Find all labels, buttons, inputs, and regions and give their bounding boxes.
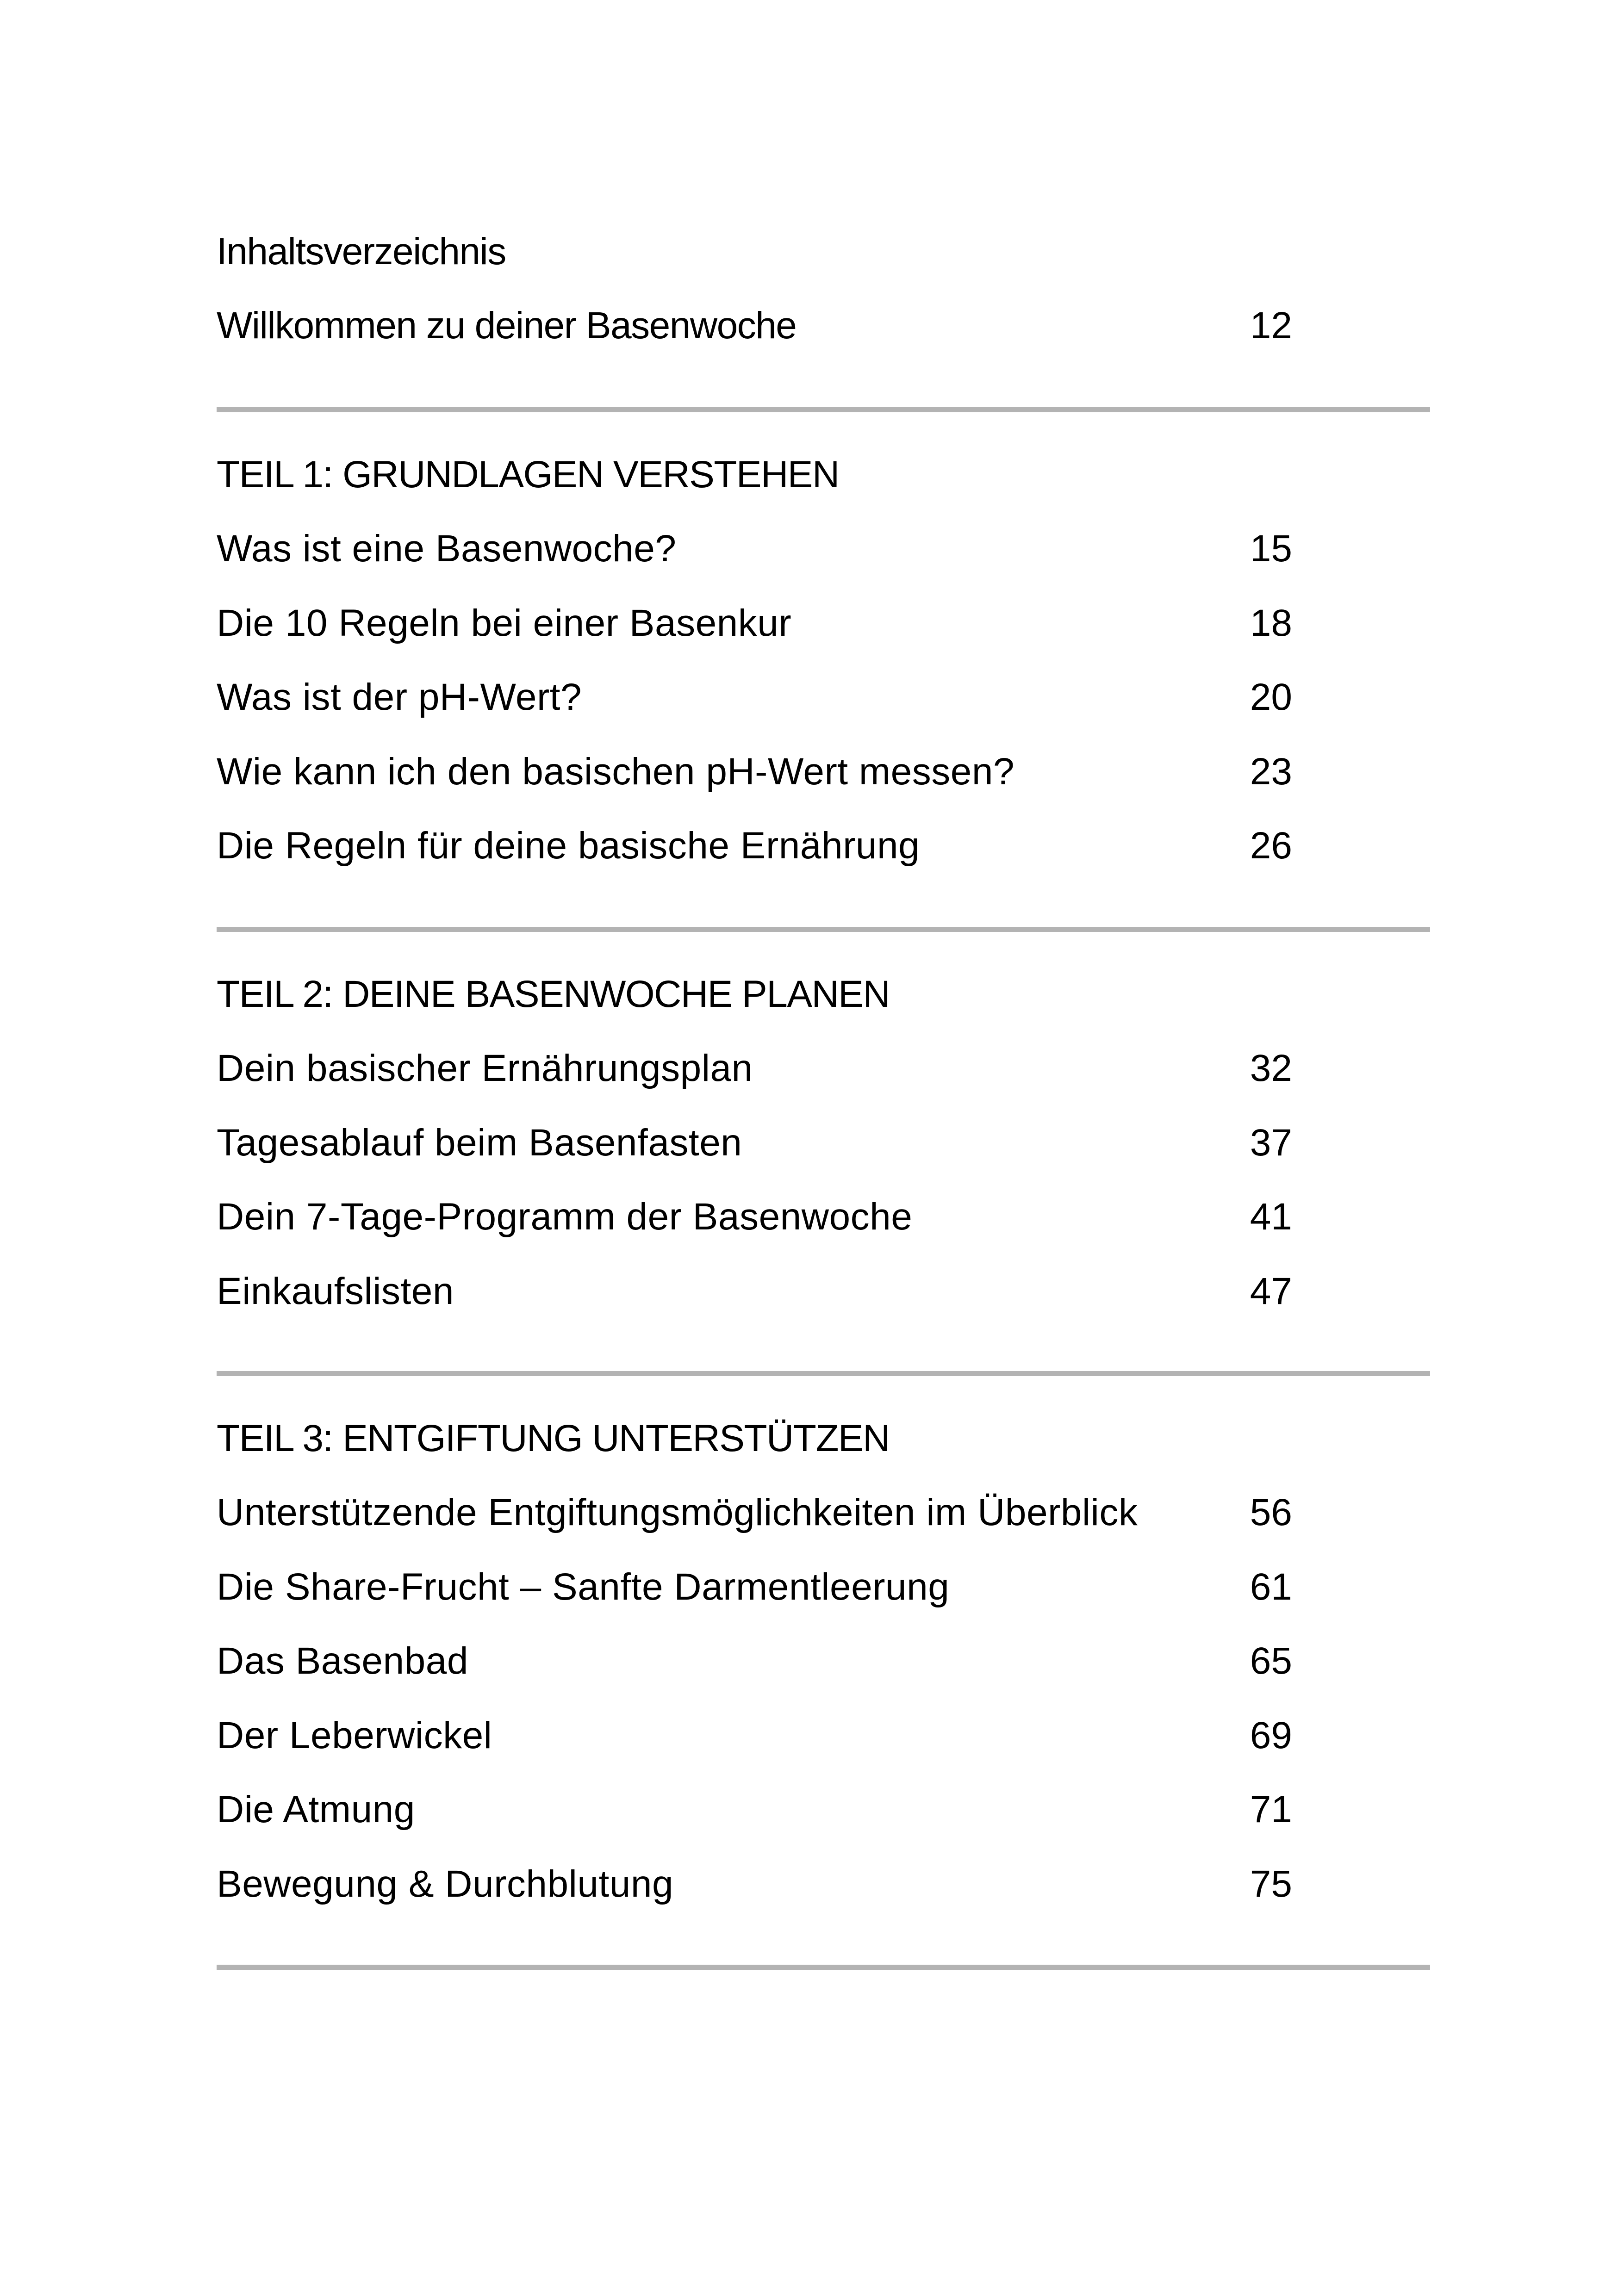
toc-entry-title[interactable]: Dein 7-Tage-Programm der Basenwoche	[217, 1196, 913, 1238]
toc-entry-page: 26	[1250, 825, 1292, 867]
toc-entry-page: 47	[1250, 1270, 1292, 1312]
toc-title: Inhaltsverzeichnis	[217, 230, 506, 273]
toc-entry-title[interactable]: Was ist der pH-Wert?	[217, 676, 582, 718]
toc-entry-page: 75	[1250, 1863, 1292, 1905]
toc-entry-page: 71	[1250, 1788, 1292, 1831]
toc-entry-page: 56	[1250, 1491, 1292, 1533]
section-divider	[217, 1371, 1430, 1376]
toc-entry-title[interactable]: Der Leberwickel	[217, 1714, 492, 1756]
toc-entry-page: 23	[1250, 751, 1292, 793]
toc-entry-title[interactable]: Die Atmung	[217, 1788, 415, 1831]
toc-entry-title[interactable]: Wie kann ich den basischen pH-Wert messen?	[217, 751, 1015, 793]
toc-entry-page: 61	[1250, 1566, 1292, 1608]
toc-entry-page: 32	[1250, 1047, 1292, 1089]
toc-entry-title[interactable]: Die Share-Frucht – Sanfte Darmentleerung	[217, 1566, 950, 1608]
toc-entry-page: 20	[1250, 676, 1292, 718]
toc-entry-page: 37	[1250, 1122, 1292, 1164]
section-divider	[217, 927, 1430, 932]
section-heading-teil-3: TEIL 3: ENTGIFTUNG UNTERSTÜTZEN	[217, 1417, 890, 1459]
toc-entry-title[interactable]: Tagesablauf beim Basenfasten	[217, 1122, 742, 1164]
toc-entry-title[interactable]: Was ist eine Basenwoche?	[217, 527, 677, 570]
toc-entry-page: 69	[1250, 1714, 1292, 1756]
toc-entry-page: 18	[1250, 602, 1292, 644]
toc-entry-title[interactable]: Dein basischer Ernährungsplan	[217, 1047, 753, 1089]
section-heading-teil-2: TEIL 2: DEINE BASENWOCHE PLANEN	[217, 973, 890, 1015]
toc-entry-page: 41	[1250, 1196, 1292, 1238]
section-divider	[217, 1965, 1430, 1970]
section-divider	[217, 407, 1430, 412]
toc-entry-intro-title[interactable]: Willkommen zu deiner Basenwoche	[217, 304, 797, 347]
toc-entry-title[interactable]: Einkaufslisten	[217, 1270, 454, 1312]
toc-entry-title[interactable]: Die 10 Regeln bei einer Basenkur	[217, 602, 792, 644]
section-heading-teil-1: TEIL 1: GRUNDLAGEN VERSTEHEN	[217, 453, 839, 496]
toc-entry-page: 65	[1250, 1640, 1292, 1682]
toc-entry-title[interactable]: Bewegung & Durchblutung	[217, 1863, 674, 1905]
toc-entry-title[interactable]: Unterstützende Entgiftungsmöglichkeiten im Überblick	[217, 1491, 1138, 1533]
toc-entry-title[interactable]: Die Regeln für deine basische Ernährung	[217, 825, 920, 867]
toc-entry-intro-page: 12	[1250, 304, 1292, 347]
toc-entry-page: 15	[1250, 527, 1292, 570]
toc-entry-title[interactable]: Das Basenbad	[217, 1640, 468, 1682]
